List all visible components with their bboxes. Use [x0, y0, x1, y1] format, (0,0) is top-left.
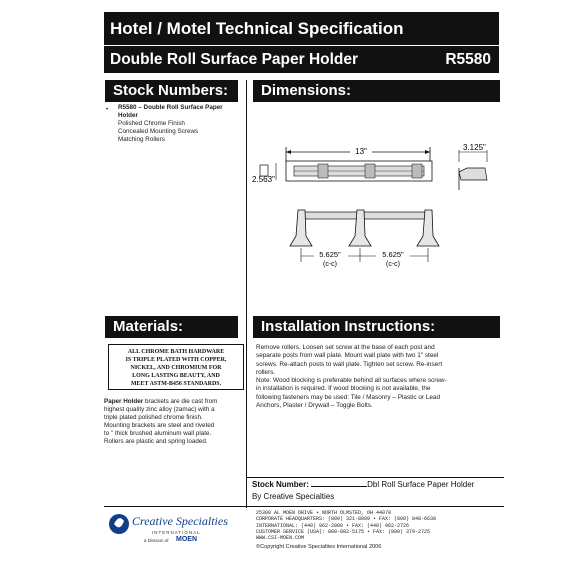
footer-stock-number: [252, 480, 474, 489]
spec-subtitle-bar: [104, 46, 499, 73]
spec-title: Hotel / Motel Technical Specification: [104, 12, 499, 45]
stock-bullet: •: [106, 106, 109, 113]
installation-line: rollers.: [256, 368, 276, 376]
spacing-right-label: 5.625": [382, 250, 404, 259]
stock-list: [118, 104, 248, 144]
dimension-drawing: [250, 138, 505, 273]
installation-line: separate posts from wall plate. Mount wall plate with two 1" steel: [256, 352, 439, 360]
address-line: INTERNATIONAL: (440) 962-2000 • FAX: (440) 962-2726: [256, 522, 410, 529]
materials-box-line: NICKEL, AND CHROMIUM FOR: [130, 365, 222, 371]
materials-line: Mounting brackets are steel and riveted: [104, 422, 215, 429]
materials-box-line: ALL CHROME BATH HARDWARE: [127, 349, 225, 355]
materials-box-line: LONG LASTING BEAUTY, AND: [132, 373, 220, 379]
installation-line: Note: Wood blocking is preferable behind all surfaces where screw-: [256, 377, 447, 385]
installation-line: Remove rollers. Loosen set screw at the base of each post and: [256, 344, 435, 351]
dimensions-heading: Dimensions:: [253, 80, 500, 102]
installation-heading: Installation Instructions:: [253, 316, 500, 338]
stock-feature: Matching Rollers: [118, 136, 165, 143]
installation-line: screws. Re-attach posts to wall plate. Tighten set screw. Re-insert: [256, 360, 443, 368]
installation-line: Anchors, Plaster / Drywall – Toggle Bolts.: [256, 402, 373, 410]
address-line: CUSTOMER SERVICE (USA): 800-882-5175 • FAX: (800) 379-2725: [256, 528, 431, 535]
logo-sub: INTERNATIONAL: [152, 530, 201, 535]
footer-stock-value: Dbl Roll Surface Paper Holder: [367, 480, 475, 489]
materials-box-line: MEET ASTM-B456 STANDARDS.: [130, 381, 222, 387]
height-label: 2.563": [252, 175, 275, 184]
installation-line: following fasteners may be used: Tile / Masonry – Plastic or Lead: [256, 393, 440, 401]
footer-by-line: By Creative Specialties: [252, 492, 335, 501]
stock-item-title-cont: Holder: [118, 112, 138, 119]
address-line: WWW.CSI-MOEN.COM: [256, 535, 305, 542]
materials-heading: Materials:: [105, 316, 238, 338]
creative-specialties-logo: [108, 512, 248, 552]
installation-text: [256, 344, 500, 410]
logo-moen-prefix: a Division of: [144, 538, 169, 543]
address-line: CORPORATE HEADQUARTERS: (800) 321-8809 • FAX: (800) 848-6638: [256, 516, 437, 523]
depth-label: 3.125": [463, 143, 486, 152]
materials-line: triple plated polished chrome finish.: [104, 414, 203, 421]
cc-right-label: (c-c): [386, 261, 400, 268]
logo-mark-icon: [108, 512, 130, 536]
stock-feature: Concealed Mounting Screws: [118, 128, 199, 135]
stock-item-title: R5580 – Double Roll Surface Paper: [118, 104, 223, 111]
materials-lead: Paper Holder: [104, 398, 144, 405]
materials-box-line: IS TRIPLE PLATED WITH COPPER,: [125, 357, 227, 363]
materials-line: brackets are die cast from: [143, 398, 218, 405]
stock-numbers-heading: Stock Numbers:: [105, 80, 238, 102]
address-block: [256, 510, 506, 541]
materials-box: [108, 344, 244, 390]
installation-line: in installation is required. If wood blocking is not available, the: [256, 385, 431, 393]
copyright: ©Copyright Creative Specialties International 2006: [256, 544, 382, 550]
materials-line: highest quality zinc alloy (zamac) with a: [104, 406, 215, 413]
footer-stock-label: Stock Number:: [252, 480, 309, 489]
cc-left-label: (c-c): [323, 261, 337, 268]
spec-subtitle: Double Roll Surface Paper Holder: [110, 51, 359, 68]
materials-line: Rollers are plastic and spring loaded.: [104, 438, 208, 445]
width-label: 13": [355, 147, 367, 156]
materials-paragraph: [104, 398, 244, 446]
stock-feature: Polished Chrome Finish: [118, 120, 185, 127]
footer-bottom-rule: [104, 506, 504, 507]
materials-line: to " thick brushed aluminum wall plate.: [104, 430, 212, 437]
footer-top-rule: [246, 477, 504, 478]
side-view: [459, 168, 487, 180]
logo-moen: MOEN: [176, 536, 197, 543]
column-divider: [246, 80, 247, 508]
front-view-rollers: [302, 212, 432, 219]
address-line: 25300 AL MOEN DRIVE • NORTH OLMSTED, OH 44070: [256, 510, 392, 516]
logo-text: Creative Specialties: [132, 514, 228, 528]
model-number: R5580: [445, 51, 491, 68]
spacing-left-label: 5.625": [319, 250, 341, 259]
